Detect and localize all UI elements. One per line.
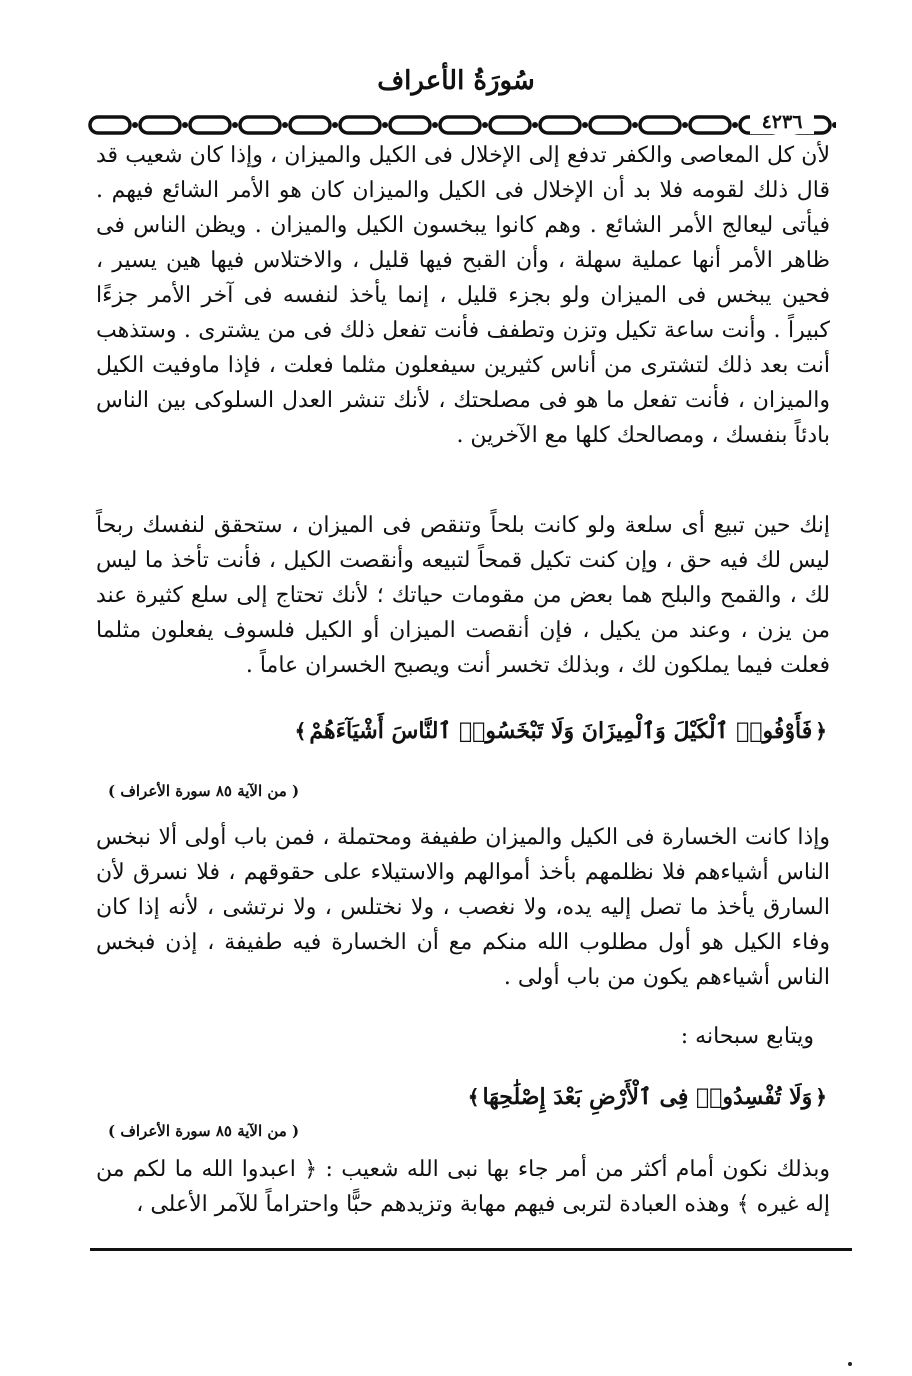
verse-2-text: وَلَا تُفْسِدُوا۟ فِى ٱلْأَرْضِ بَعْدَ إِصْلَٰحِهَا [482,1084,813,1110]
chain-dot [832,122,836,128]
bottom-divider [90,1248,852,1251]
chain-link [290,117,330,133]
decorative-border-chain [86,112,836,138]
chain-dot [332,122,338,128]
paragraph-3 [96,820,830,995]
verse-bracket-open: ﴿ [815,1085,827,1109]
chain-link [540,117,580,133]
ink-speck [848,1362,852,1366]
chain-dot [182,122,188,128]
chain-dot [282,122,288,128]
chain-link [640,117,680,133]
chain-dot [382,122,388,128]
quran-verse-2 [465,1084,830,1110]
chain-link [590,117,630,133]
surah-title: سُورَةُ الأعراف [377,66,535,96]
chain-dot [582,122,588,128]
paragraph-1 [96,138,830,453]
paragraph-1-text: لأن كل المعاصى والكفر تدفع إلى الإخلال فى الكيل والميزان ، وإذا كان شعيب قد قال ذلك لقومه فلا بد أن الإخلال فى الكيل والميزان كان هو الأمر الشائع فيهم . فيأتى ليعالج الأمر الشائع . وهم كانوا يبخسون الكيل والميزان . ويظن الناس فى ظاهر الأمر أنها عملية سهلة ، وأن القبح فيها قليل ، والاختلاس فيها هين يسير ، فحين يبخس فى الميزان ولو بجزء قليل ، إنما يأخذ لنفسه فى آخر الأمر جزءًا كبيراً . وأنت ساعة تكيل وتزن وتطفف فأنت تفعل ذلك فى من يشترى . وستذهب أنت بعد ذلك لتشترى من أناس كثيرين سيفعلون مثلما فعلت ، فإذا ماوفيت الكيل والميزان ، فأنت تفعل ما هو فى مصلحتك ، لأنك تنشر العدل السلوكى بين الناس بادئاً بنفسك ، ومصالحك كلها مع الآخرين . [96,143,830,448]
chain-link [490,117,530,133]
paragraph-3-text: وإذا كانت الخسارة فى الكيل والميزان طفيفة ومحتملة ، فمن باب أولى ألا نبخس الناس أشياءهم فلا نظلمهم بأخذ أموالهم والاستيلاء على حقوقهم ، فلا نسرق لأن السارق يأخذ ما تصل إليه يده، ولا نغصب ، ولا نختلس ، ولا نرتشى ، لأنه إذا كان وفاء الكيل هو أول مطلوب الله منكم مع أن الخسارة فيه طفيفة ، إذن فبخس الناس أشياءهم يكون من باب أولى . [96,825,830,990]
chain-dot [432,122,438,128]
chain-dot [232,122,238,128]
chain-link [690,117,730,133]
chain-link [390,117,430,133]
chain-link [440,117,480,133]
page-number: ٤٢٣٦ [750,110,814,134]
paragraph-4 [96,1152,830,1222]
verse-2-reference: ( من الآية ٨٥ سورة الأعراف ) [108,1122,300,1140]
quran-verse-1 [292,718,830,744]
chain-link [190,117,230,133]
chain-link [240,117,280,133]
chain-link [140,117,180,133]
verse-bracket-close: ﴾ [467,1085,480,1109]
chain-dot [132,122,138,128]
chain-dot [632,122,638,128]
chain-dot [732,122,738,128]
chain-dot [482,122,488,128]
paragraph-3-continuation: ويتابع سبحانه : [680,1024,814,1049]
verse-bracket-close: ﴾ [294,719,307,743]
chain-link [340,117,380,133]
paragraph-2 [96,508,830,683]
verse-1-reference: ( من الآية ٨٥ سورة الأعراف ) [108,782,300,800]
paragraph-2-text: إنك حين تبيع أى سلعة ولو كانت بلحاً وتنقص فى الميزان ، ستحقق لنفسك ربحاً ليس لك فيه حق ، وإن كنت تكيل قمحاً لتبيعه وأنقصت الكيل ، فأنت تأخذ ما ليس لك ، والقمح والبلح هما بعض من مقومات حياتك ؛ لأنك تحتاج إلى سلع كثيرة عند من يزن ، وعند من يكيل ، فإن أنقصت الميزان أو الكيل فلسوف يفعلون مثلما فعلت فيما يملكون لك ، وبذلك تخسر أنت ويصبح الخسران عاماً . [96,513,830,678]
verse-1-text: فَأَوْفُوا۟ ٱلْكَيْلَ وَٱلْمِيزَانَ وَلَا تَبْخَسُوا۟ ٱلنَّاسَ أَشْيَآءَهُمْ [309,718,813,744]
chain-dot [532,122,538,128]
chain-link [90,117,130,133]
paragraph-4-text: وبذلك نكون أمام أكثر من أمر جاء بها نبى الله شعيب : ﴿ اعبدوا الله ما لكم من إله غيره ﴾ وهذه العبادة لتربى فيهم مهابة وتزيدهم حبًّا واحتراماً للآمر الأعلى ، [96,1157,830,1217]
verse-bracket-open: ﴿ [815,719,827,743]
chain-dot [682,122,688,128]
